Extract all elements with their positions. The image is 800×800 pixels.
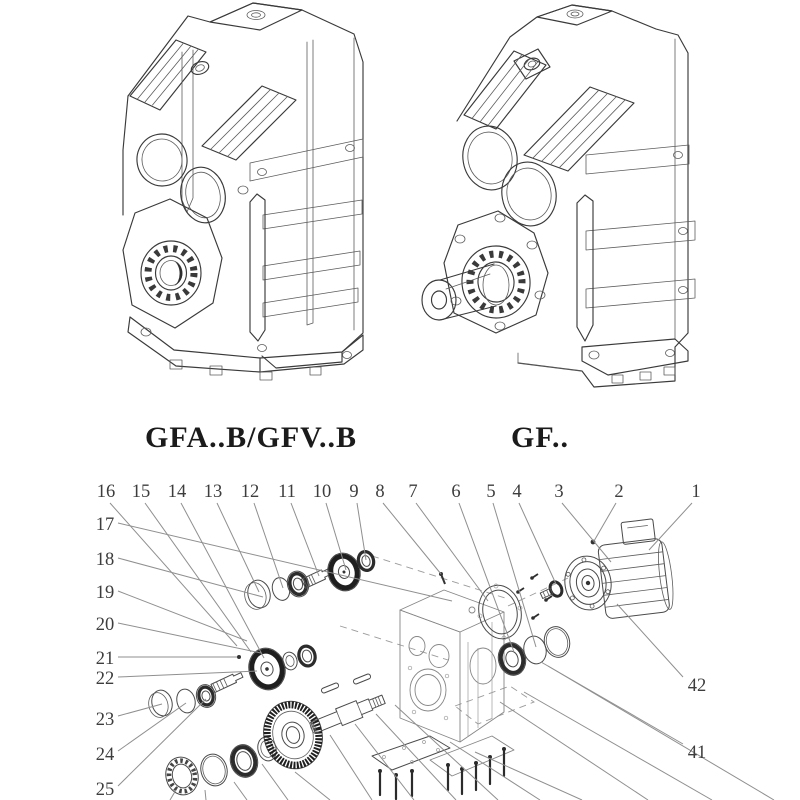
callout-18: 18: [95, 550, 115, 570]
part-input-pinion: [538, 580, 564, 603]
callout-15: 15: [131, 482, 151, 502]
part-set-screw: [237, 655, 241, 659]
model-label-gf: GF..: [511, 421, 569, 454]
model-label-gfab: GFA..B/GFV..B: [145, 421, 357, 454]
callout-25: 25: [95, 780, 115, 800]
callout-3: 3: [554, 482, 564, 502]
callout-19: 19: [95, 583, 115, 603]
callout-9: 9: [349, 482, 359, 502]
intermediate-shaft-assembly: [146, 644, 318, 719]
part-ring: [297, 644, 318, 667]
output-shaft: [422, 264, 509, 320]
callout-10: 10: [312, 482, 332, 502]
exploded-view: [96, 482, 774, 800]
part-bearing: [284, 569, 311, 600]
motor-side-rings: [474, 574, 573, 678]
callout-23: 23: [95, 710, 115, 730]
callout-41: 41: [687, 743, 707, 763]
part-vent-screw: [439, 572, 445, 584]
callout-16: 16: [96, 482, 116, 502]
callout-13: 13: [203, 482, 223, 502]
part-seal-ring: [227, 742, 262, 781]
pan-bolts: [378, 747, 506, 799]
part-snap-ring: [197, 751, 230, 789]
gearbox-drawing-gf: [422, 5, 695, 387]
callout-24: 24: [95, 745, 115, 765]
callout-20: 20: [95, 615, 115, 635]
input-bearing-face: [458, 243, 533, 322]
callout-1: 1: [691, 482, 701, 502]
part-end-cap: [146, 688, 176, 720]
electric-motor: [538, 517, 676, 619]
callout-12: 12: [240, 482, 260, 502]
callout-5: 5: [486, 482, 496, 502]
callout-17: 17: [95, 515, 115, 535]
callout-42: 42: [687, 676, 707, 696]
callout-8: 8: [375, 482, 385, 502]
output-shaft-assembly: [162, 673, 387, 798]
callout-21: 21: [95, 649, 115, 669]
callout-4: 4: [512, 482, 522, 502]
part-splined-shaft: [211, 671, 244, 693]
gearbox-drawing-gfab: [123, 3, 363, 380]
output-bearing-face: [141, 241, 201, 305]
part-end-cap: [241, 578, 273, 612]
callout-11: 11: [278, 482, 296, 502]
callout-6: 6: [451, 482, 461, 502]
gear-housing: [372, 590, 514, 799]
callout-2: 2: [614, 482, 624, 502]
callout-7: 7: [408, 482, 418, 502]
callout-22: 22: [95, 669, 115, 689]
part-key: [321, 682, 340, 693]
part-main-gear: [256, 695, 330, 776]
part-key: [353, 673, 372, 684]
callout-14: 14: [167, 482, 187, 502]
part-output-shaft: [308, 691, 387, 737]
callout-numbers: [96, 482, 707, 800]
part-ball-bearing: [162, 754, 203, 799]
